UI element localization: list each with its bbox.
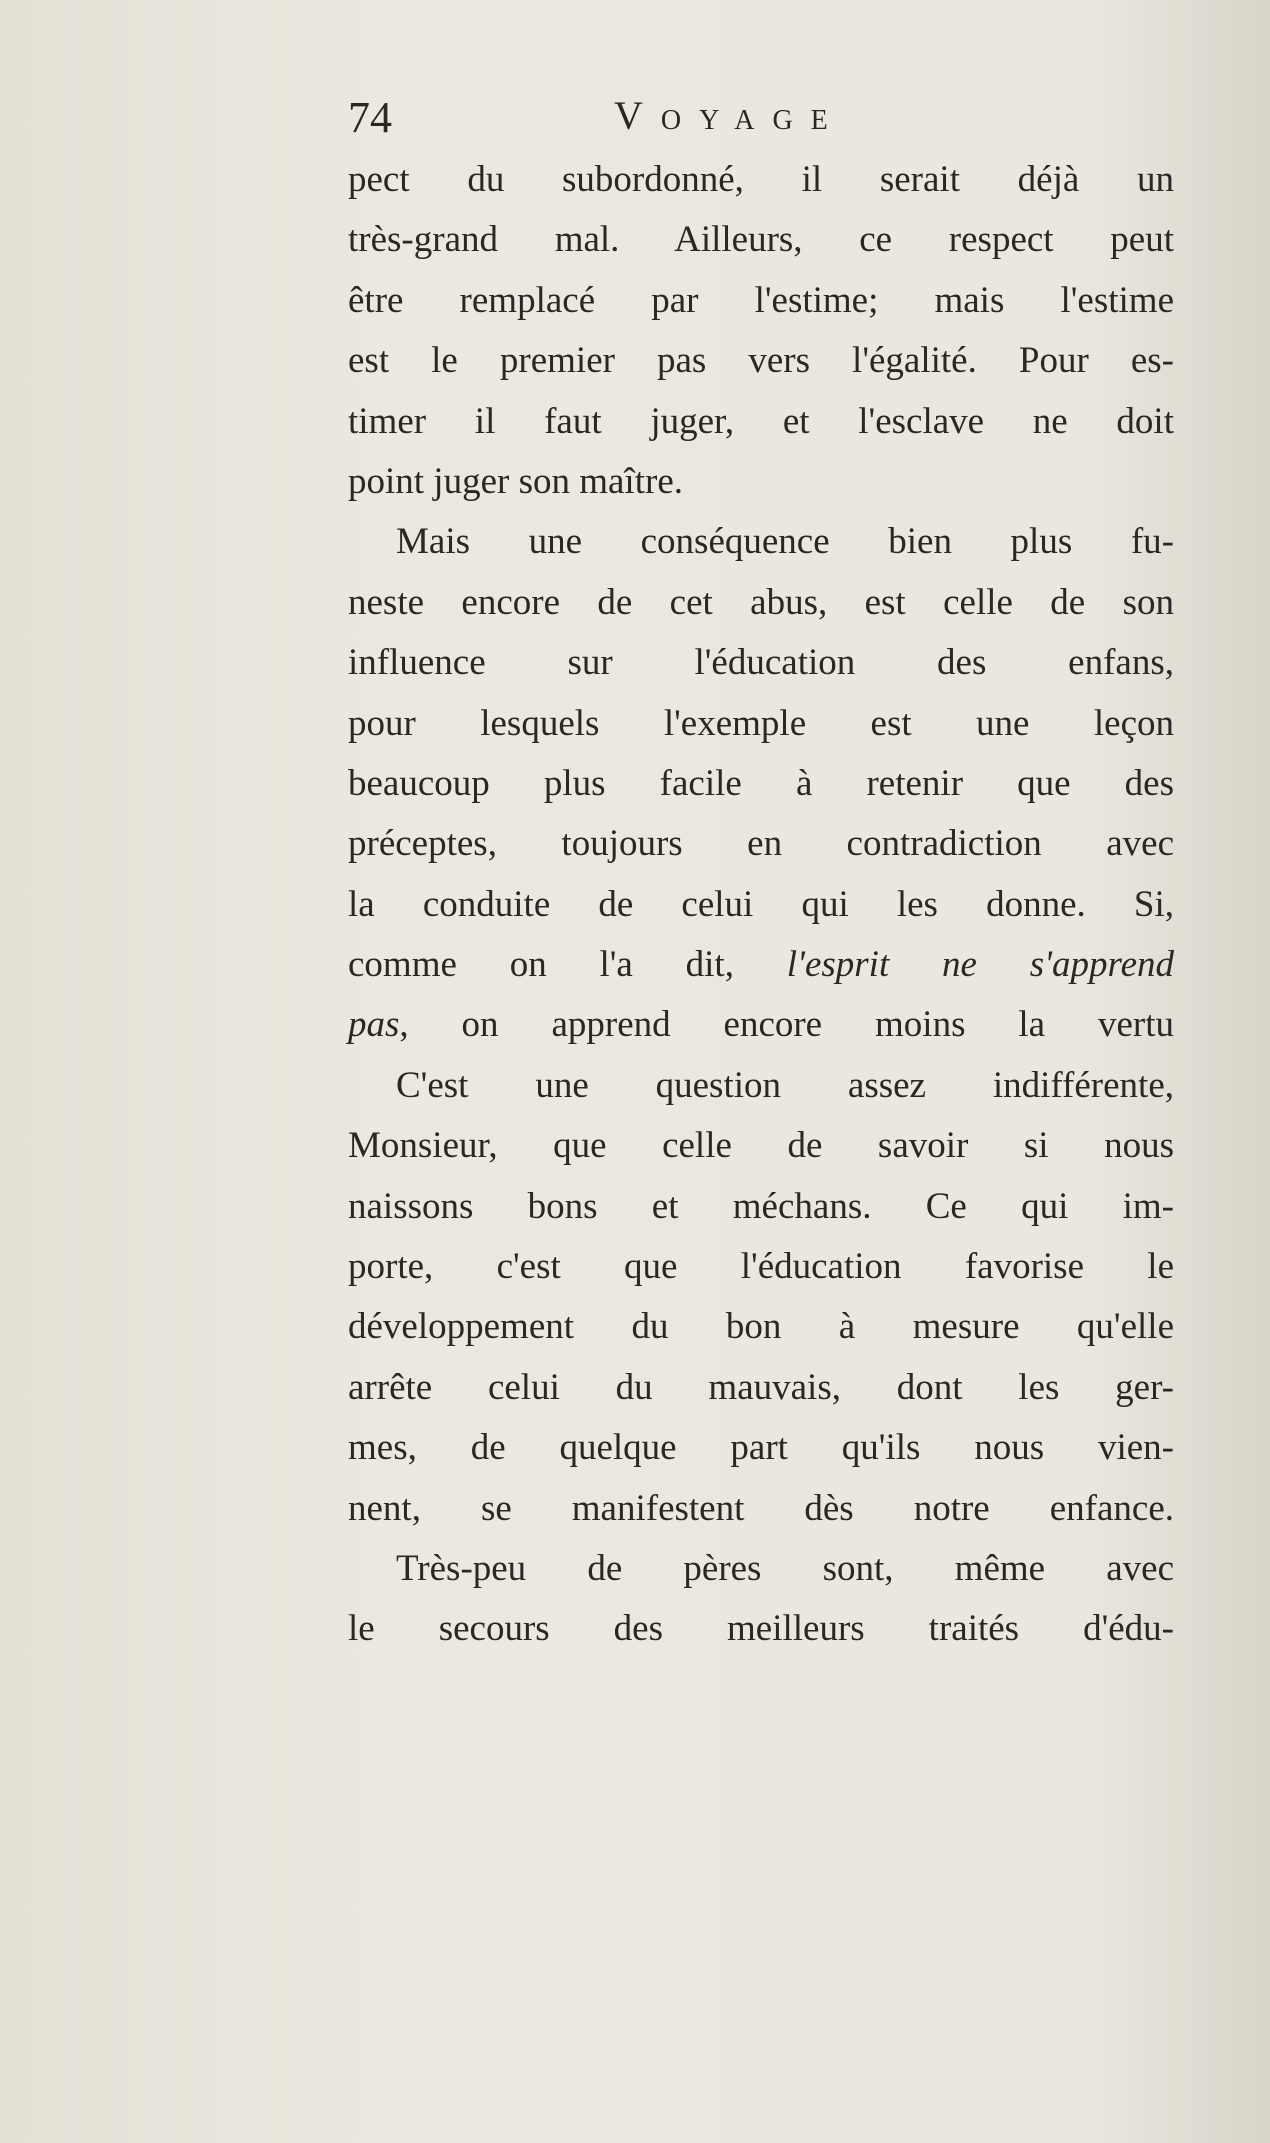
text-line: arrête celui du mauvais, dont les ger- [348,1366,1174,1408]
text-line: pour lesquels l'exemple est une leçon [348,702,1174,744]
text-line: est le premier pas vers l'égalité. Pour es- [348,340,1174,382]
text-line: timer il faut juger, et l'esclave ne doit [348,400,1174,442]
page-number: 74 [348,93,392,142]
text-line: pect du subordonné, il serait déjà un [348,159,1174,200]
text-line: porte, c'est que l'éducation favorise le [348,1246,1174,1288]
text-segment: comme on l'a dit, [348,944,787,986]
text-line: influence sur l'éducation des enfans, [348,642,1174,684]
text-line-quote [348,995,1174,1055]
text-line: Mais une conséquence bien plus fu- [396,521,1174,563]
text-line: préceptes, toujours en contradiction avec [348,823,1174,865]
text-line: Très-peu de pères sont, même avec [396,1547,1174,1589]
running-title: Voyage [614,93,846,138]
page-header [348,92,1178,142]
text-line-quote [348,935,1174,995]
text-line: point juger son maître. [348,460,683,502]
text-line: développement du bon à mesure qu'elle [348,1306,1174,1348]
text-line: la conduite de celui qui les donne. Si, [348,883,1174,925]
italic-quote: pas [348,1004,400,1046]
text-segment: , on apprend encore moins la vertu [399,1004,1174,1046]
text-line: très-grand mal. Ailleurs, ce respect peut [348,219,1174,261]
text-line: être remplacé par l'estime; mais l'estime [348,279,1174,321]
text-line: le secours des meilleurs traités d'édu- [348,1608,1174,1650]
text-line: neste encore de cet abus, est celle de son [348,581,1174,623]
text-line: mes, de quelque part qu'ils nous vien- [348,1427,1174,1469]
text-line: nent, se manifestent dès notre enfance. [348,1487,1174,1529]
text-line: naissons bons et méchans. Ce qui im- [348,1185,1174,1227]
italic-quote: l'esprit ne s'apprend [786,944,1174,986]
text-line: beaucoup plus facile à retenir que des [348,762,1174,804]
text-line: Monsieur, que celle de savoir si nous [348,1125,1174,1167]
text-line: C'est une question assez indifférente, [396,1064,1174,1106]
page-body-text [348,150,1174,1660]
